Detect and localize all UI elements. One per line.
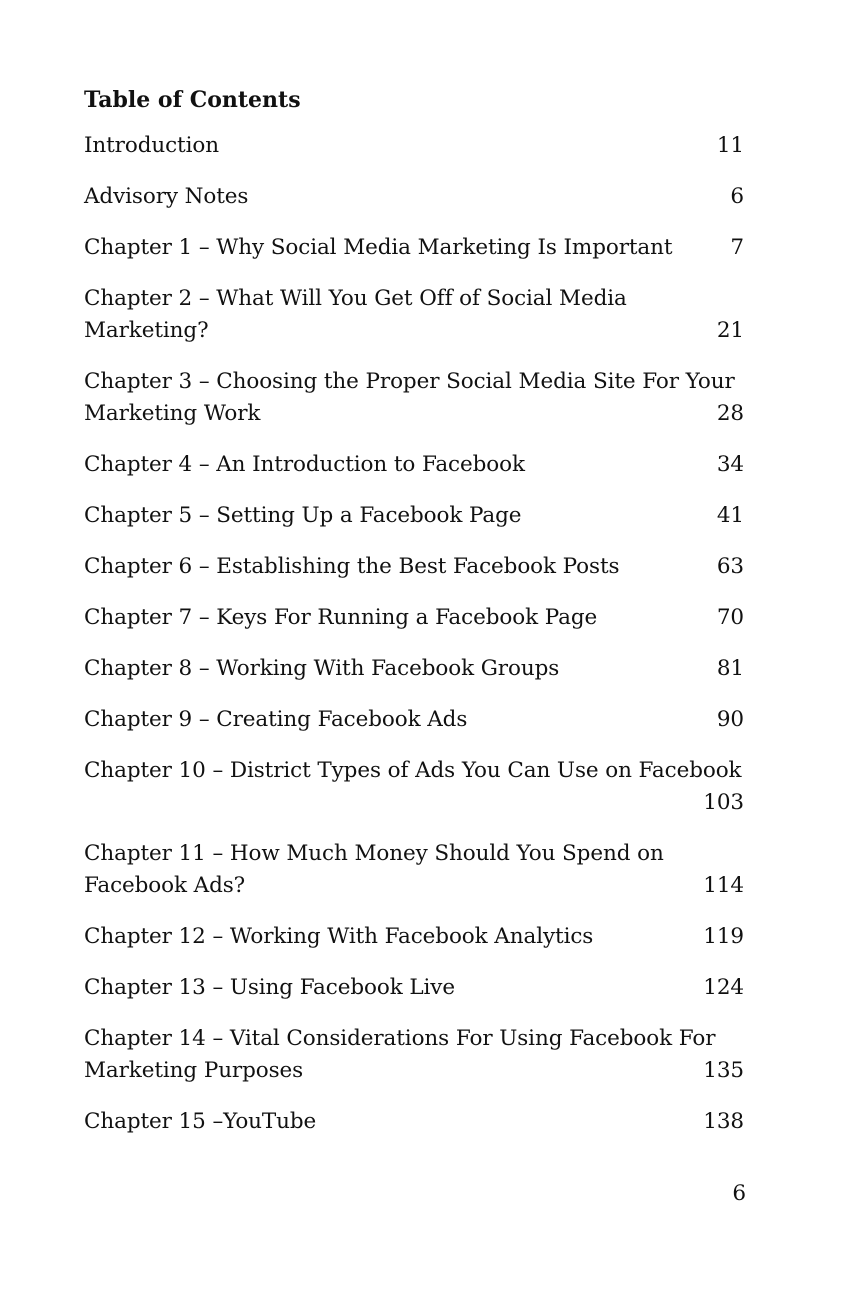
toc-entry-page: 135 bbox=[703, 1058, 744, 1083]
toc-entry-label: Chapter 8 – Working With Facebook Groups bbox=[84, 656, 560, 681]
toc-entry-label: Chapter 13 – Using Facebook Live bbox=[84, 975, 455, 1000]
toc-entry-page: 119 bbox=[703, 924, 744, 949]
toc-entry bbox=[84, 1023, 748, 1087]
toc-entry bbox=[84, 704, 748, 736]
toc-entry-label: Chapter 5 – Setting Up a Facebook Page bbox=[84, 503, 522, 528]
toc-entry-label: Advisory Notes bbox=[84, 184, 249, 209]
toc-entry-page: 124 bbox=[703, 975, 744, 1000]
toc-entry-page: 70 bbox=[716, 605, 744, 630]
toc-entry bbox=[84, 602, 748, 634]
toc-entry-label: Chapter 14 – Vital Considerations For Using Facebook For Marketing Purposes bbox=[84, 1026, 716, 1083]
toc-entry-label: Chapter 10 – District Types of Ads You Can Use on Facebook bbox=[84, 758, 742, 783]
toc-entry-page: 11 bbox=[716, 133, 744, 158]
toc-entry-label: Chapter 2 – What Will You Get Off of Social Media Marketing? bbox=[84, 286, 627, 343]
toc-entry-page: 41 bbox=[716, 503, 744, 528]
toc-entry-label: Chapter 15 –YouTube bbox=[84, 1109, 317, 1134]
toc-entry-label: Chapter 3 – Choosing the Proper Social Media Site For Your Marketing Work bbox=[84, 369, 735, 426]
toc-entry bbox=[84, 551, 748, 583]
toc-entry-label: Chapter 9 – Creating Facebook Ads bbox=[84, 707, 468, 732]
toc-entry-page: 90 bbox=[716, 707, 744, 732]
toc-entry bbox=[84, 130, 748, 162]
toc-entry-label: Chapter 7 – Keys For Running a Facebook Page bbox=[84, 605, 598, 630]
toc-entry-page: 6 bbox=[730, 184, 744, 209]
toc-entry-page: 21 bbox=[716, 318, 744, 343]
toc-list bbox=[84, 130, 748, 1138]
toc-entry-page: 114 bbox=[703, 873, 744, 898]
toc-entry bbox=[84, 1106, 748, 1138]
toc-heading: Table of Contents bbox=[84, 87, 301, 113]
toc-entry bbox=[84, 232, 748, 264]
toc-entry-page: 81 bbox=[716, 656, 744, 681]
toc-entry-label: Chapter 1 – Why Social Media Marketing Is Important bbox=[84, 235, 673, 260]
toc-entry-page: 138 bbox=[703, 1109, 744, 1134]
toc-entry-label: Introduction bbox=[84, 133, 219, 158]
toc-entry-page: 28 bbox=[716, 401, 744, 426]
page-number: 6 bbox=[732, 1181, 746, 1206]
toc-entry-page: 63 bbox=[716, 554, 744, 579]
toc-entry bbox=[84, 500, 748, 532]
toc-entry-page: 34 bbox=[716, 452, 744, 477]
toc-entry bbox=[84, 972, 748, 1004]
toc-entry bbox=[84, 181, 748, 213]
toc-entry bbox=[84, 283, 748, 347]
toc-entry bbox=[84, 449, 748, 481]
toc-entry bbox=[84, 755, 748, 819]
toc-entry bbox=[84, 838, 748, 902]
toc-entry-label: Chapter 4 – An Introduction to Facebook bbox=[84, 452, 525, 477]
toc-entry-page: 7 bbox=[730, 235, 744, 260]
toc-entry bbox=[84, 653, 748, 685]
table-of-contents bbox=[84, 84, 748, 1157]
toc-entry-label: Chapter 12 – Working With Facebook Analytics bbox=[84, 924, 594, 949]
toc-entry-page: 103 bbox=[703, 790, 744, 815]
toc-entry-label: Chapter 11 – How Much Money Should You Spend on Facebook Ads? bbox=[84, 841, 664, 898]
toc-entry bbox=[84, 921, 748, 953]
toc-entry bbox=[84, 366, 748, 430]
toc-entry-label: Chapter 6 – Establishing the Best Facebook Posts bbox=[84, 554, 620, 579]
